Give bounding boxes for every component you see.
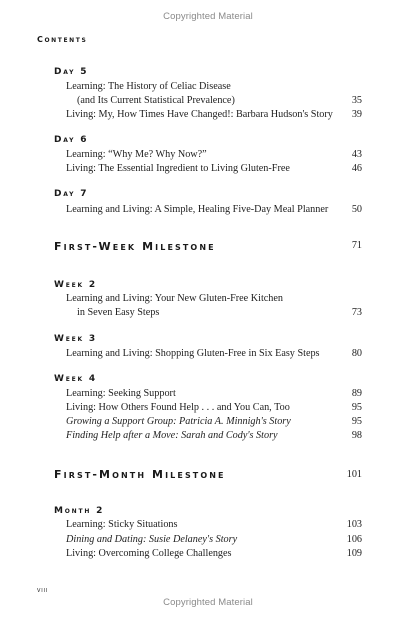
folio-page-number: viii: [37, 586, 49, 594]
toc-page-number: 95: [351, 416, 362, 427]
toc-page-number: 71: [351, 240, 362, 251]
toc-page-number: 109: [346, 548, 362, 559]
toc-entry-story: Growing a Support Group: Patricia A. Minnigh's Story: [66, 416, 291, 427]
toc-entry-story: Finding Help after a Move: Sarah and Cody's Story: [66, 430, 278, 441]
toc-entry: Learning and Living: A Simple, Healing Five-Day Meal Planner: [66, 204, 329, 215]
toc-entry: Living: Overcoming College Challenges: [66, 548, 232, 559]
toc-page-number: 106: [346, 534, 362, 545]
toc-entry: Learning and Living: Your New Gluten-Free Kitchen: [66, 293, 283, 304]
toc-page-number: 89: [351, 388, 362, 399]
toc-page-number: 35: [351, 95, 362, 106]
toc-page-number: 73: [351, 307, 362, 318]
toc-entry-continued: (and Its Current Statistical Prevalence): [77, 95, 235, 106]
section-heading-month2: Month 2: [54, 506, 105, 516]
section-heading-day5: Day 5: [54, 67, 89, 77]
copyright-watermark-top: Copyrighted Material: [163, 11, 253, 22]
toc-page-number: 46: [351, 163, 362, 174]
milestone-heading-first-week: First-Week Milestone: [54, 240, 216, 253]
copyright-watermark-bottom: Copyrighted Material: [163, 597, 253, 608]
section-heading-day7: Day 7: [54, 189, 89, 199]
section-heading-week4: Week 4: [54, 374, 97, 384]
section-heading-week3: Week 3: [54, 334, 97, 344]
toc-page-number: 101: [346, 469, 362, 480]
toc-entry-story: Dining and Dating: Susie Delaney's Story: [66, 534, 238, 545]
toc-entry: Living: The Essential Ingredient to Living Gluten-Free: [66, 163, 290, 174]
toc-entry: Living: How Others Found Help . . . and You Can, Too: [66, 402, 290, 413]
toc-entry: Living: My, How Times Have Changed!: Barbara Hudson's Story: [66, 109, 333, 120]
milestone-heading-first-month: First-Month Milestone: [54, 468, 226, 481]
section-heading-day6: Day 6: [54, 135, 89, 145]
toc-page-number: 43: [351, 149, 362, 160]
toc-entry: Learning and Living: Shopping Gluten-Free in Six Easy Steps: [66, 348, 320, 359]
toc-entry: Learning: “Why Me? Why Now?”: [66, 149, 207, 160]
section-heading-week2: Week 2: [54, 280, 97, 290]
toc-page-number: 95: [351, 402, 362, 413]
toc-page-number: 80: [351, 348, 362, 359]
toc-entry: Learning: The History of Celiac Disease: [66, 81, 231, 92]
toc-page-number: 50: [351, 204, 362, 215]
toc-page-number: 39: [351, 109, 362, 120]
toc-entry: Learning: Seeking Support: [66, 388, 176, 399]
toc-entry: Learning: Sticky Situations: [66, 519, 178, 530]
toc-page-number: 98: [351, 430, 362, 441]
toc-entry-continued: in Seven Easy Steps: [77, 307, 160, 318]
toc-page-number: 103: [346, 519, 362, 530]
contents-heading: Contents: [37, 35, 88, 44]
